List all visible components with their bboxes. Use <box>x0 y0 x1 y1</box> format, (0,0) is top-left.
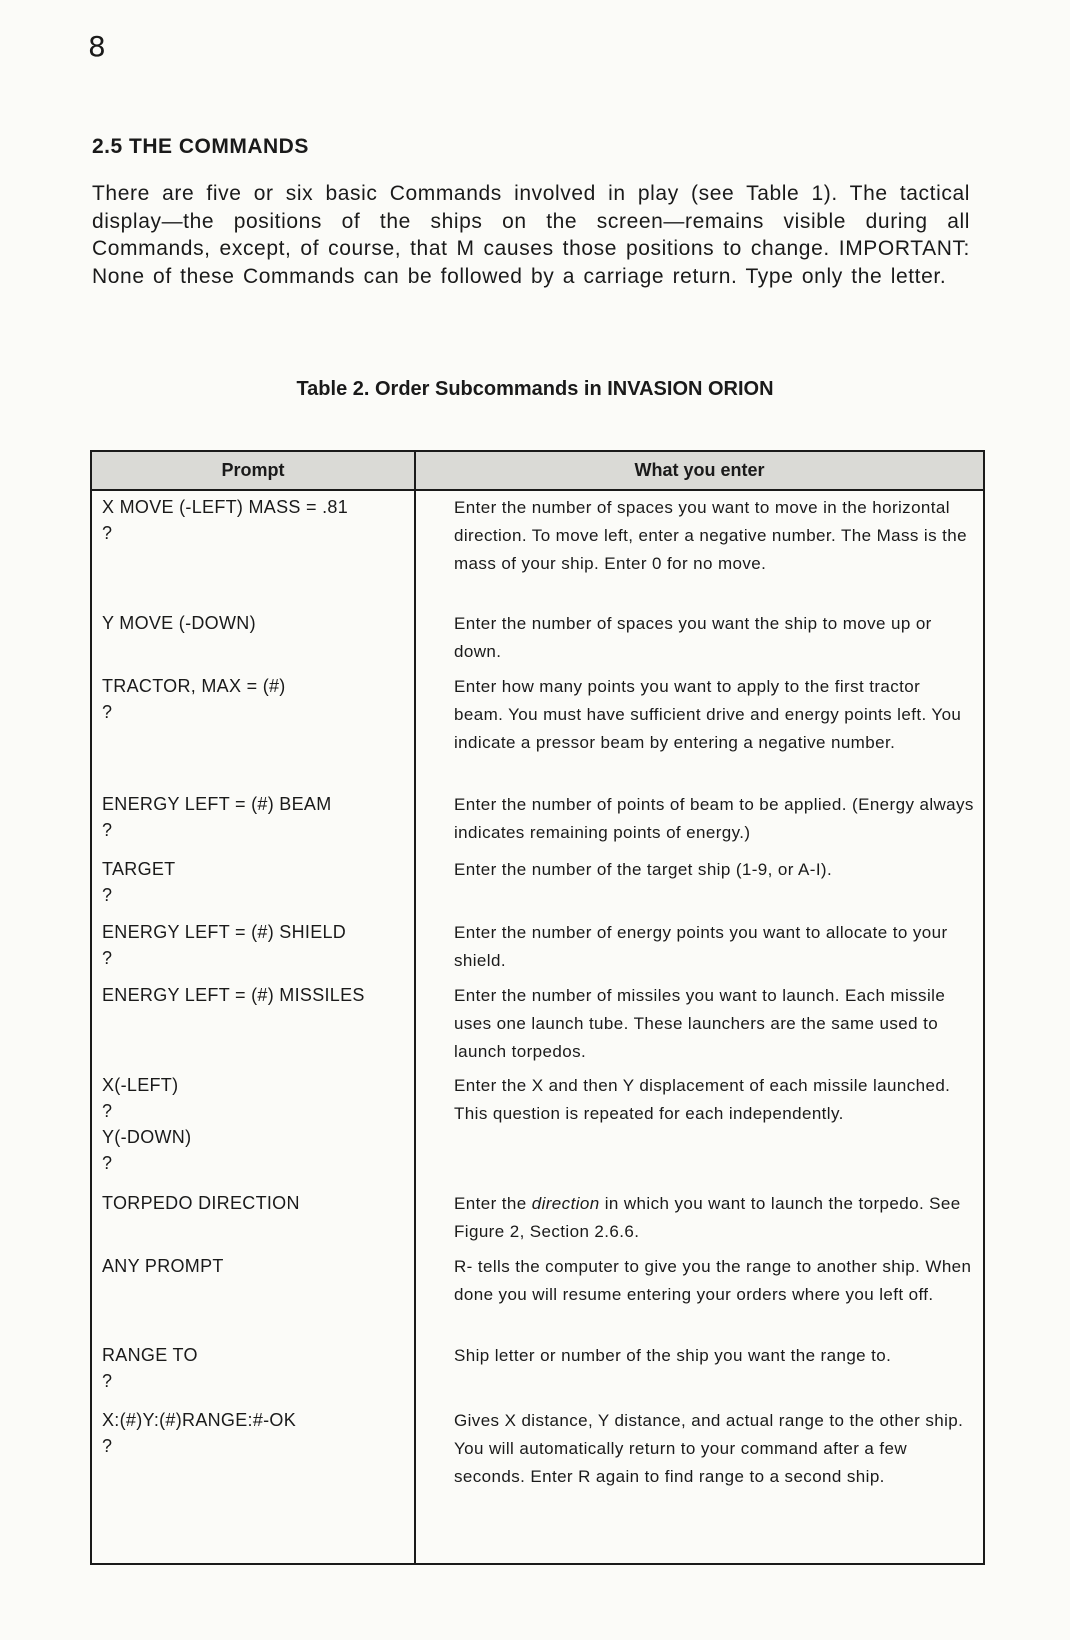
enter-cell: Enter the number of the target ship (1-9, or A-I). <box>454 860 833 879</box>
enter-cell: R- tells the computer to give you the range to another ship. When done you will resume entering your orders where you left off. <box>454 1257 972 1304</box>
prompt-cell: X:(#)Y:(#)RANGE:#-OK ? <box>102 1410 297 1456</box>
prompt-cell: TRACTOR, MAX = (#) ? <box>102 676 286 722</box>
enter-text: Enter the <box>454 1194 532 1213</box>
prompt-cell: TARGET ? <box>102 859 176 905</box>
enter-text: in which you want to launch the torpedo. See Figure 2, Section 2.6.6. <box>454 1194 961 1241</box>
prompt-column-header: Prompt <box>92 452 416 489</box>
page-number: 8 <box>88 30 106 63</box>
enter-cell <box>454 1190 974 1246</box>
prompt-cell: TORPEDO DIRECTION <box>102 1193 300 1213</box>
enter-cell: Enter the number of spaces you want the ship to move up or down. <box>454 614 932 661</box>
prompt-cell: ENERGY LEFT = (#) SHIELD ? <box>102 922 347 968</box>
table-header <box>92 452 983 491</box>
enter-cell: Enter the X and then Y displacement of each missile launched. This question is repeated for each independently. <box>454 1076 951 1123</box>
enter-cell: Enter the number of spaces you want to move in the horizontal direction. To move left, enter a negative number. The Mass is the mass of your ship. Enter 0 for no move. <box>454 498 967 573</box>
enter-cell: Enter the number of points of beam to be applied. (Energy always indicates remaining points of energy.) <box>454 795 974 842</box>
prompt-cell: X MOVE (-LEFT) MASS = .81 ? <box>102 497 349 543</box>
prompt-cell: ANY PROMPT <box>102 1256 224 1276</box>
intro-paragraph: There are five or six basic Commands involved in play (see Table 1). The tactical display—the positions of the ships on the screen—remains visible during all Commands, except, of course, that M causes those positions to change. IMPORTANT: None of these Commands can be followed by a carriage return. Type only the letter. <box>92 182 970 288</box>
column-divider <box>414 489 416 1563</box>
enter-cell: Ship letter or number of the ship you want the range to. <box>454 1346 892 1365</box>
enter-cell: Enter how many points you want to apply to the first tractor beam. You must have sufficient drive and energy points left. You indicate a pressor beam by entering a negative number. <box>454 677 962 752</box>
table-caption: Table 2. Order Subcommands in INVASION ORION <box>296 378 774 400</box>
enter-cell: Enter the number of energy points you want to allocate to your shield. <box>454 923 948 970</box>
order-subcommands-table <box>90 450 985 1565</box>
enter-cell: Enter the number of missiles you want to launch. Each missile uses one launch tube. These launchers are the same used to launch torpedos. <box>454 986 946 1061</box>
enter-cell: Gives X distance, Y distance, and actual range to the other ship. You will automatically return to your command after a few seconds. Enter R again to find range to a second ship. <box>454 1411 964 1486</box>
section-heading: 2.5 THE COMMANDS <box>92 135 309 158</box>
prompt-cell: Y MOVE (-DOWN) <box>102 613 256 633</box>
enter-italic-text: direction <box>531 1194 600 1213</box>
prompt-cell: ENERGY LEFT = (#) MISSILES <box>102 985 365 1005</box>
prompt-cell: ENERGY LEFT = (#) BEAM ? <box>102 794 332 840</box>
prompt-cell: X(-LEFT) ? Y(-DOWN) ? <box>102 1075 192 1173</box>
prompt-cell: RANGE TO ? <box>102 1345 198 1391</box>
what-you-enter-column-header: What you enter <box>634 460 765 480</box>
